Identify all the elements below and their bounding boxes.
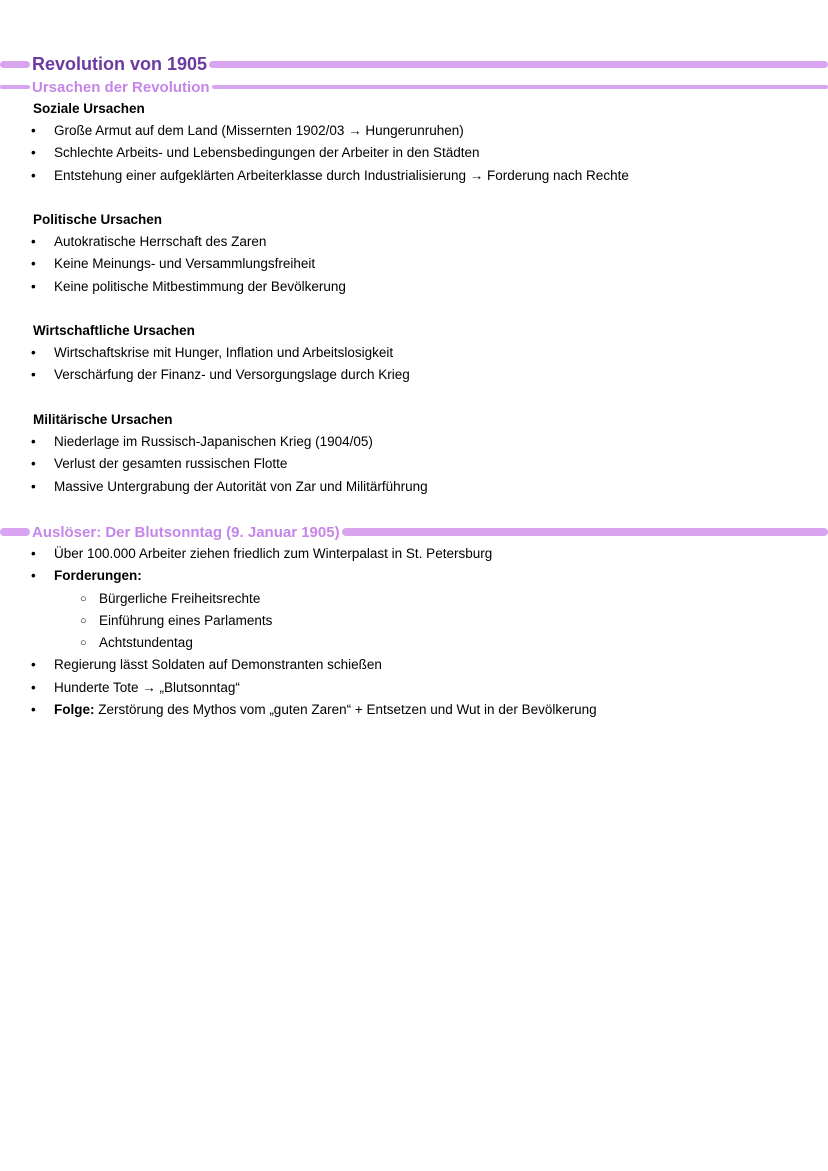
page-title: Revolution von 1905 [0,52,828,76]
subheading-militaerische: Militärische Ursachen [33,412,173,427]
section-heading-ursachen: Ursachen der Revolution [0,77,828,97]
subheading-wirtschaftliche: Wirtschaftliche Ursachen [33,323,195,338]
section-heading-ausloeser: Auslöser: Der Blutsonntag (9. Januar 1905) [0,521,828,543]
subheading-soziale: Soziale Ursachen [33,101,145,116]
title-line-left [0,61,30,68]
title-line-right [209,61,828,68]
document-page: Revolution von 1905 Ursachen der Revolution Soziale Ursachen • Große Armut auf dem Land (Missernten 1902/03 → Hungerunruhen) • Schlechte Arbeits- und Lebensbedingungen der Arbeiter in den Städten • Entstehung einer aufgeklärten Arbeiterklasse durch Industrialisierung → Forderung nach Rechte Politische Ursachen • Autokratische Herrschaft des Zaren • Keine Meinungs- und Versammlungsfreiheit • Keine politische Mitbestimmung der Bevölkerung Wirtschaftliche Ursachen • Wirtschaftskrise mit Hunger, Inflation und Arbeitslosigkeit • Verschärfung der Finanz- und Versorgungslage durch Krieg Militärische Ursachen • Niederlage im Russisch-Japanischen Krieg (1904/05) • Verlust der gesamten russischen Flotte • Massive Untergrabung der Autorität von Zar und Militärführung Auslöser: Der Blutsonntag (9. Januar 1905) • Über 100.000 Arbeiter ziehen friedlich zum Winterpalast in St. Petersburg • Forderungen: ○ Bürgerliche Freiheitsrechte ○ Einführung eines Parlaments ○ Achtstundentag • Regierung lässt Soldaten auf Demonstranten schießen • Hunderte Tote → „Blutsonntag“ • Folge: Zerstörung des Mythos vom „guten Zaren“ + Entsetzen und Wut in der Bevölkerung [0,0,828,1171]
subheading-politische: Politische Ursachen [33,212,163,227]
